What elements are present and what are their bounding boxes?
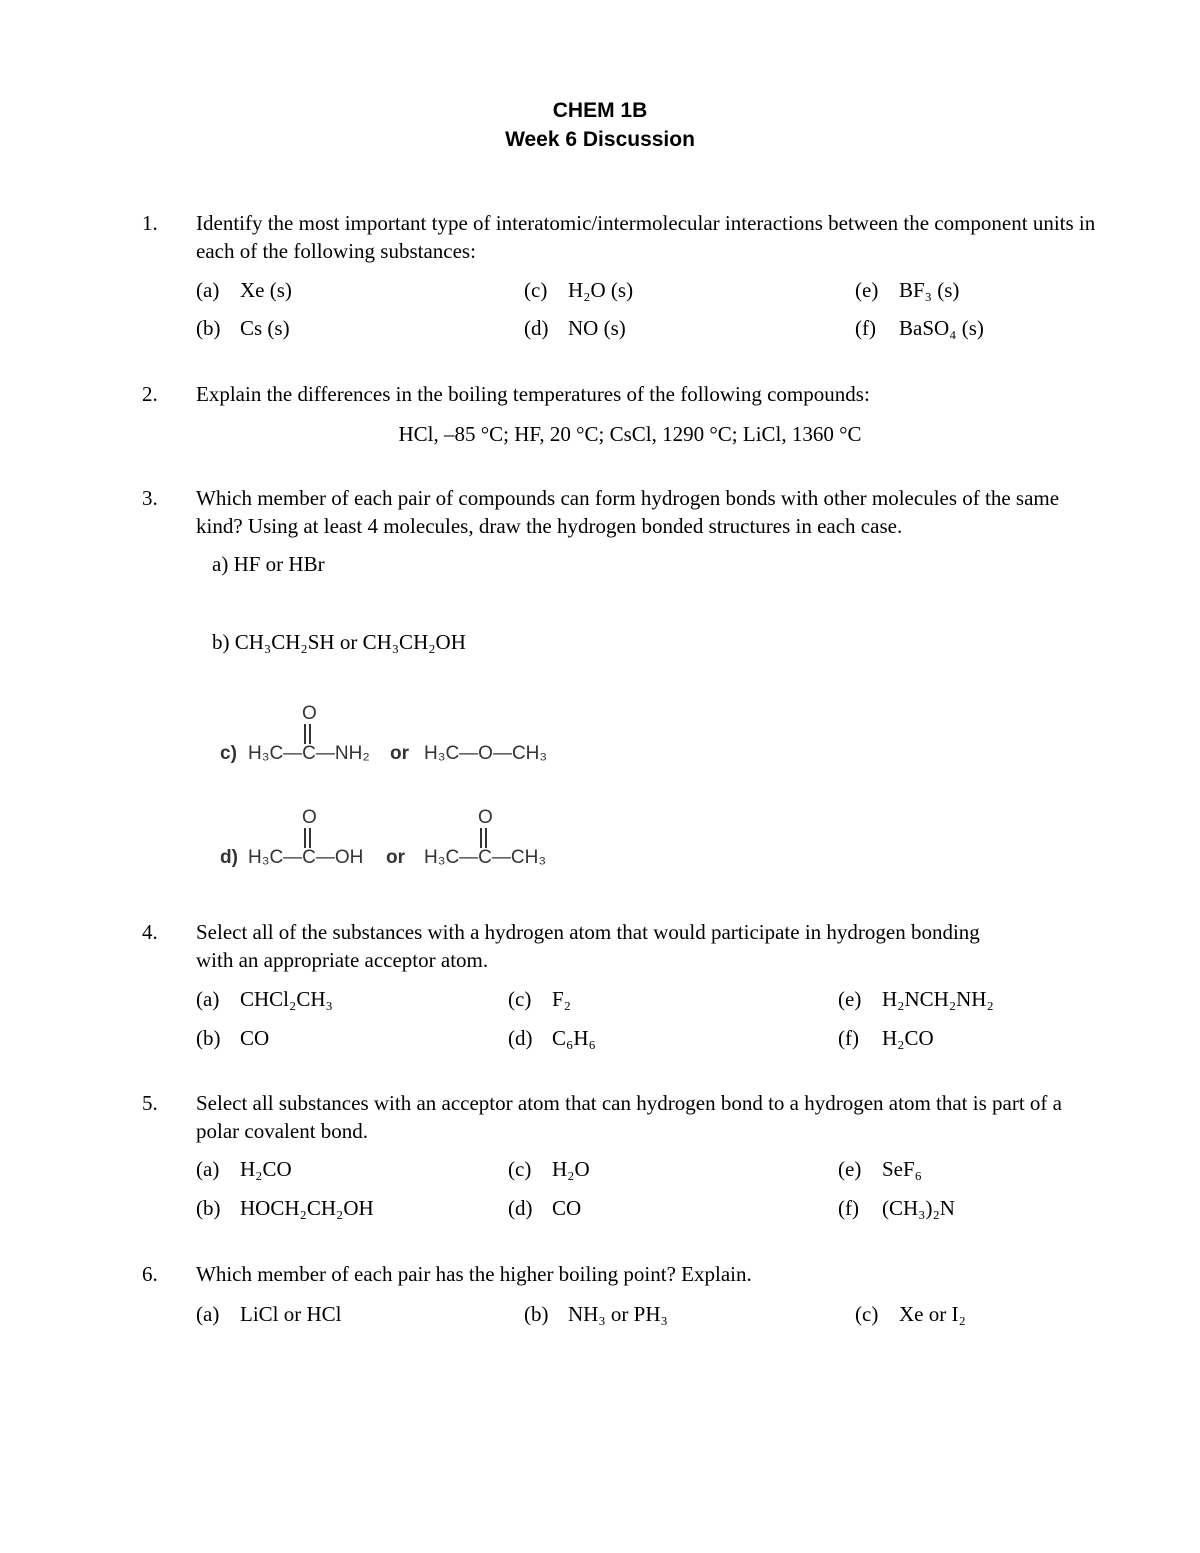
option [508,1194,581,1222]
question-number: 1. [142,211,158,235]
option [196,1194,374,1222]
option [838,1194,955,1222]
option-label: (a) [196,1157,220,1181]
option [838,1024,934,1052]
option [196,1155,292,1183]
part-b: b) CH₃CH₂SH or CH₃CH₂OH [212,630,466,654]
carbonyl-oxygen: O [478,807,493,828]
option [508,1024,596,1052]
option-text: Xe or I₂ [899,1302,966,1326]
option-label: (e) [838,1157,862,1181]
option [508,1155,590,1183]
option-label: (b) [196,1026,221,1050]
option-label: (b) [196,1196,221,1220]
option [524,1300,668,1328]
option [524,276,633,304]
option-text: CO [552,1196,582,1220]
or-word: or [390,743,409,764]
option-text: LiCl or HCl [240,1302,342,1326]
question-number: 2. [142,382,158,406]
option-label: (e) [838,987,862,1011]
option [196,985,333,1013]
or-word: or [386,847,405,868]
option [855,1300,966,1328]
amide-formula: H₃C—C—NH₂ [248,743,370,764]
question-text: Identify the most important type of interatomic/intermolecular interactions between the component units in each of the following substances: [196,211,1096,263]
option [855,276,959,304]
option-label: (a) [196,987,220,1011]
option-text: H₂O [552,1157,590,1181]
option-text: Xe (s) [240,278,292,302]
option-label: (b) [196,316,221,340]
option-text: HOCH₂CH₂OH [240,1196,374,1220]
option-label: (c) [508,1157,532,1181]
option-text: SeF₆ [882,1157,923,1181]
option [196,314,290,342]
question-text: Explain the differences in the boiling temperatures of the following compounds: [196,382,870,406]
part-a: a) HF or HBr [212,552,325,576]
option-label: (f) [855,316,876,340]
option [196,1300,342,1328]
option-text: NH₃ or PH₃ [568,1302,668,1326]
option-text: F₂ [552,987,572,1011]
carbonyl-oxygen: O [302,703,317,724]
carbonyl-oxygen: O [302,807,317,828]
option-label: (c) [524,278,548,302]
part-c-label: c) [220,743,237,764]
question-number: 5. [142,1091,158,1115]
question-text: Select all substances with an acceptor atom that can hydrogen bond to a hydrogen atom that is part of a polar covalent bond. [196,1091,1062,1143]
option-text: (CH₃)₂N [882,1196,955,1220]
option [838,1155,922,1183]
option-label: (a) [196,278,220,302]
option-label: (d) [524,316,549,340]
option-text: H₂CO [240,1157,292,1181]
option [196,1024,269,1052]
option-label: (d) [508,1196,533,1220]
option-label: (e) [855,278,879,302]
option [855,314,984,342]
option-label: (d) [508,1026,533,1050]
option-text: C₆H₆ [552,1026,596,1050]
structure-d-figure [218,804,548,876]
part-d-label: d) [220,847,238,868]
question-number: 4. [142,920,158,944]
option-text: H₂CO [882,1026,934,1050]
page-title: Week 6 Discussion [505,128,695,151]
option-text: H₂O (s) [568,278,634,302]
option-label: (c) [855,1302,879,1326]
option-text: CHCl₂CH₃ [240,987,333,1011]
option-label: (f) [838,1196,859,1220]
question-text: Which member of each pair has the higher boiling point? Explain. [196,1262,752,1286]
boiling-data: HCl, –85 °C; HF, 20 °C; CsCl, 1290 °C; LiCl, 1360 °C [398,422,862,446]
option-label: (f) [838,1026,859,1050]
course-title: CHEM 1B [552,99,648,122]
option-text: BF₃ (s) [899,278,960,302]
option [508,985,571,1013]
acid-formula: H₃C—C—OH [248,847,364,868]
option-label: (b) [524,1302,549,1326]
option-text: Cs (s) [240,316,290,340]
question-number: 3. [142,486,158,510]
option-text: NO (s) [568,316,626,340]
option [838,985,994,1013]
question-text: Select all of the substances with a hydrogen atom that would participate in hydrogen bonding with an appropriate acceptor atom. [196,920,980,972]
option-text: CO [240,1026,270,1050]
option-text: H₂NCH₂NH₂ [882,987,994,1011]
question-text: Which member of each pair of compounds can form hydrogen bonds with other molecules of the same kind? Using at least 4 molecules, draw the hydrogen bonded structures in each case. [196,486,1060,538]
structure-c-figure [218,700,548,772]
option-label: (c) [508,987,532,1011]
question-number: 6. [142,1262,158,1286]
option-label: (a) [196,1302,220,1326]
option-text: BaSO₄ (s) [899,316,984,340]
ether-formula: H₃C—O—CH₃ [424,743,548,764]
ketone-formula: H₃C—C—CH₃ [424,847,547,868]
option [524,314,626,342]
option [196,276,292,304]
